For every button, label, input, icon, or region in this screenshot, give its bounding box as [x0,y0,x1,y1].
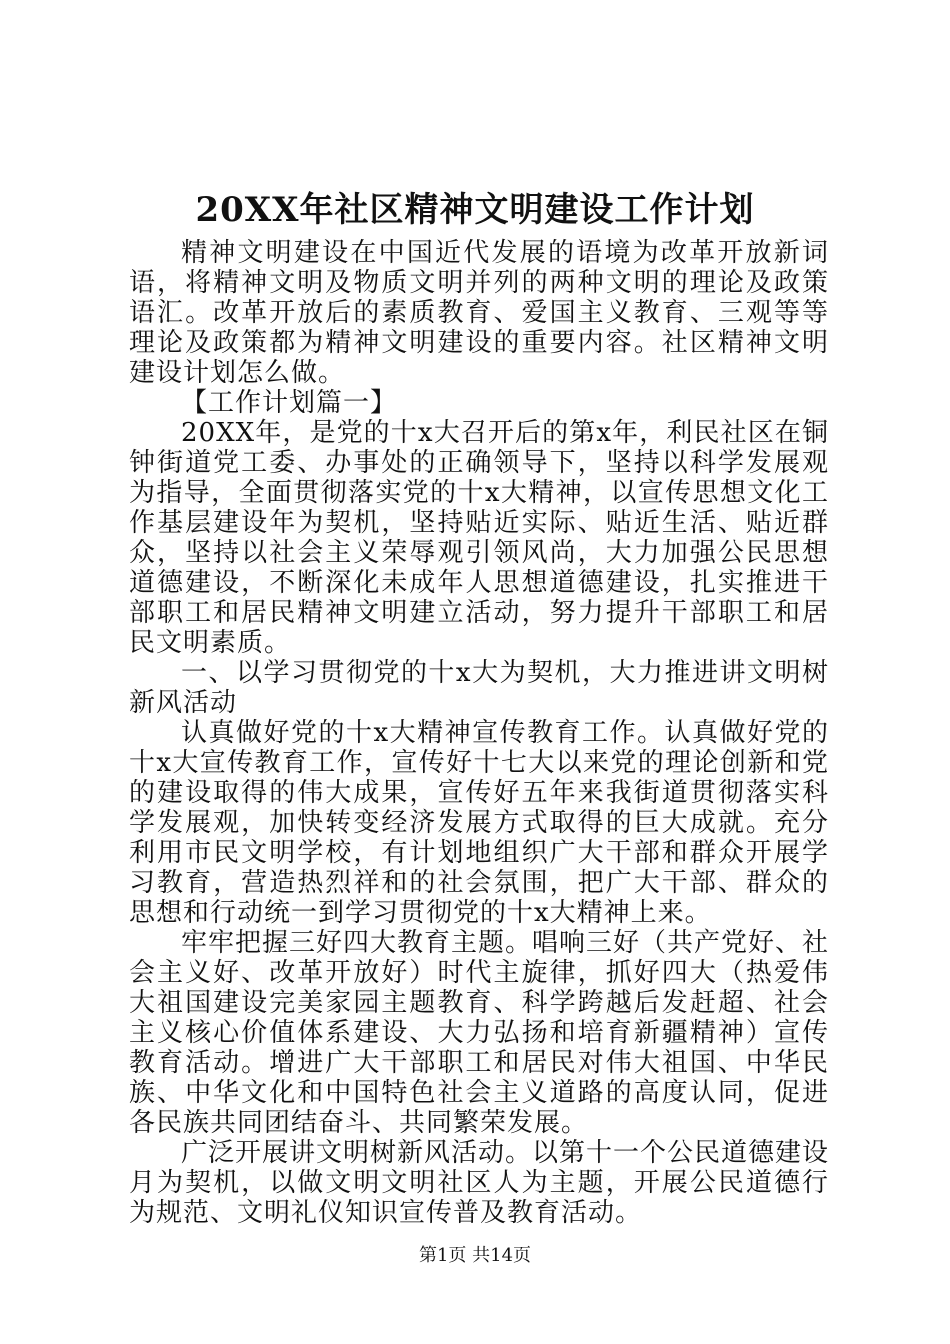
page-footer: 第1页 共14页 [418,1245,532,1266]
paragraph-propaganda: 认真做好党的十x大精神宣传教育工作。认真做好党的十x大宣传教育工作，宣传好十七大以来党的理论创新和党的建设取得的伟大成果，宣传好五年来我街道贯彻落实科学发展观，加快转变经济发展方式取得的巨大成就。充分利用市民文明学校，有计划地组织广大干部和群众开展学习教育，营造热烈祥和的社会氛围，把广大干部、群众的思想和行动统一到学习贯彻党的十x大精神上来。 [129,718,829,928]
paragraph-education-themes: 牢牢把握三好四大教育主题。唱响三好（共产党好、社会主义好、改革开放好）时代主旋律，抓好四大（热爱伟大祖国建设完美家园主题教育、科学跨越后发赶超、社会主义核心价值体系建设、大力弘扬和培育新疆精神）宣传教育活动。增进广大干部职工和居民对伟大祖国、中华民族、中华文化和中国特色社会主义道路的高度认同，促进各民族共同团结奋斗、共同繁荣发展。 [129,928,830,1138]
paragraph-civilization-activity: 广泛开展讲文明树新风活动。以第十一个公民道德建设月为契机，以做文明文明社区人为主题，开展公民道德行为规范、文明礼仪知识宣传普及教育活动。 [129,1138,830,1228]
document-title: 20XX年社区精神文明建设工作计划 [195,190,755,230]
document-body [129,238,829,1228]
section-heading-one: 一、以学习贯彻党的十x大为契机，大力推进讲文明树新风活动 [129,658,829,718]
paragraph-overview: 20XX年，是党的十x大召开后的第x年，利民社区在铜钟街道党工委、办事处的正确领导下，坚持以科学发展观为指导，全面贯彻落实党的十x大精神，以宣传思想文化工作基层建设年为契机，坚持贴近实际、贴近生活、贴近群众，坚持以社会主义荣辱观引领风尚，大力加强公民思想道德建设，不断深化未成年人思想道德建设，扎实推进干部职工和居民精神文明建立活动，努力提升干部职工和居民文明素质。 [129,418,829,658]
paragraph-intro: 精神文明建设在中国近代发展的语境为改革开放新词语，将精神文明及物质文明并列的两种文明的理论及政策语汇。改革开放后的素质教育、爱国主义教育、三观等等理论及政策都为精神文明建设的重要内容。社区精神文明建设计划怎么做。 [129,238,829,388]
section-heading-plan-one: 【工作计划篇一】 [181,388,398,418]
